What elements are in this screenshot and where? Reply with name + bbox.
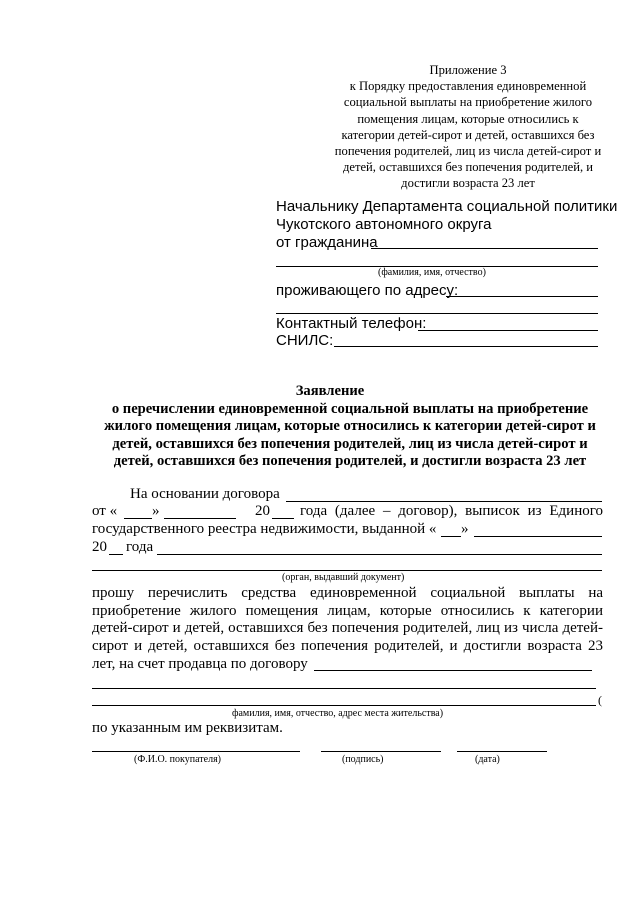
request-line: детей-сирот и детей, оставшихся без попечения родителей, лиц из числа детей- — [92, 620, 603, 636]
title-line: детей, оставшихся без попечения родителей, лиц из числа детей-сирот и — [112, 436, 588, 452]
title-line: детей, оставшихся без попечения родителей, и достигли возраста 23 лет — [113, 453, 587, 469]
citizen-name-field[interactable] — [371, 248, 598, 249]
phone-field[interactable] — [418, 330, 598, 331]
address-field[interactable] — [446, 296, 598, 297]
phone-label: Контактный телефон: — [276, 315, 427, 332]
appendix-line: помещения лицам, которые относились к — [357, 111, 579, 126]
addressee-line-1: Начальнику Департамента социальной политики — [276, 198, 618, 215]
appendix-line: Приложение 3 — [429, 63, 507, 77]
paren-open: ( — [598, 693, 602, 707]
addressee-line-2: Чукотского автономного округа — [276, 216, 492, 233]
sign-caption: (подпись) — [342, 754, 384, 765]
seller-contract-field[interactable] — [314, 670, 592, 671]
title-line: о перечислении единовременной социальной выплаты на приобретение — [111, 401, 589, 417]
document-title: Заявление — [295, 383, 365, 399]
date-field[interactable] — [457, 751, 547, 752]
registry-day-field[interactable] — [441, 536, 461, 537]
address-field-2[interactable] — [276, 313, 598, 314]
appendix-line: достигли возраста 23 лет — [401, 176, 535, 191]
seller-caption: фамилия, имя, отчество, адрес места жительства) — [232, 708, 444, 719]
quote-close: » — [152, 503, 160, 519]
appendix-line: попечения родителей, лиц из числа детей-сирот и — [334, 144, 602, 159]
year-label: года — [126, 539, 154, 555]
seller-field-2[interactable] — [92, 705, 596, 706]
seller-field[interactable] — [92, 688, 596, 689]
issuer-field[interactable] — [157, 554, 602, 555]
contract-day-field[interactable] — [124, 518, 152, 519]
details-text: по указанным им реквизитам. — [92, 720, 283, 736]
contract-field[interactable] — [286, 501, 602, 502]
request-last-line: лет, на счет продавца по договору — [92, 656, 308, 672]
registry-month-field[interactable] — [474, 536, 602, 537]
date-caption: (дата) — [475, 754, 500, 765]
request-line: приобретение жилого помещения лицам, которые относились к категории — [92, 603, 603, 619]
request-line: прошу перечислить средства единовременной социальной выплаты на — [92, 585, 603, 601]
title-line: жилого помещения лицам, которые относились к категории детей-сирот и — [104, 418, 596, 434]
registry-year-field[interactable] — [109, 554, 123, 555]
year-prefix: 20 — [255, 503, 270, 519]
contract-text: года (далее – договор), выписок из Единого — [300, 503, 603, 519]
appendix-line: категории детей-сирот и детей, оставшихся без — [341, 127, 595, 142]
registry-quote-close: » — [461, 521, 469, 537]
from-citizen-label: от гражданина — [276, 234, 378, 251]
buyer-caption: (Ф.И.О. покупателя) — [134, 754, 222, 765]
address-label: проживающего по адресу: — [276, 282, 459, 299]
name-caption: (фамилия, имя, отчество) — [378, 267, 486, 278]
signature-field[interactable] — [321, 751, 441, 752]
snils-label: СНИЛС: — [276, 332, 334, 349]
contract-year-field[interactable] — [272, 518, 294, 519]
year-prefix-2: 20 — [92, 539, 107, 555]
appendix-line: социальной выплаты на приобретение жилого — [343, 95, 593, 110]
appendix-block — [318, 62, 618, 192]
registry-text: государственного реестра недвижимости, выданной « — [92, 521, 437, 537]
appendix-line: к Порядку предоставления единовременной — [349, 79, 587, 94]
issuer-caption: (орган, выдавший документ) — [282, 572, 405, 583]
from-prefix: от « — [92, 503, 118, 519]
buyer-name-field[interactable] — [92, 751, 300, 752]
appendix-line: детей, оставшихся без попечения родителей, и — [342, 160, 594, 175]
issuer-field-2[interactable] — [92, 570, 602, 571]
contract-month-field[interactable] — [164, 518, 236, 519]
basis-label: На основании договора — [130, 486, 280, 502]
request-line: сирот и детей, оставшихся без попечения родителей, и достигли возраста 23 — [92, 638, 603, 654]
snils-field[interactable] — [334, 346, 598, 347]
